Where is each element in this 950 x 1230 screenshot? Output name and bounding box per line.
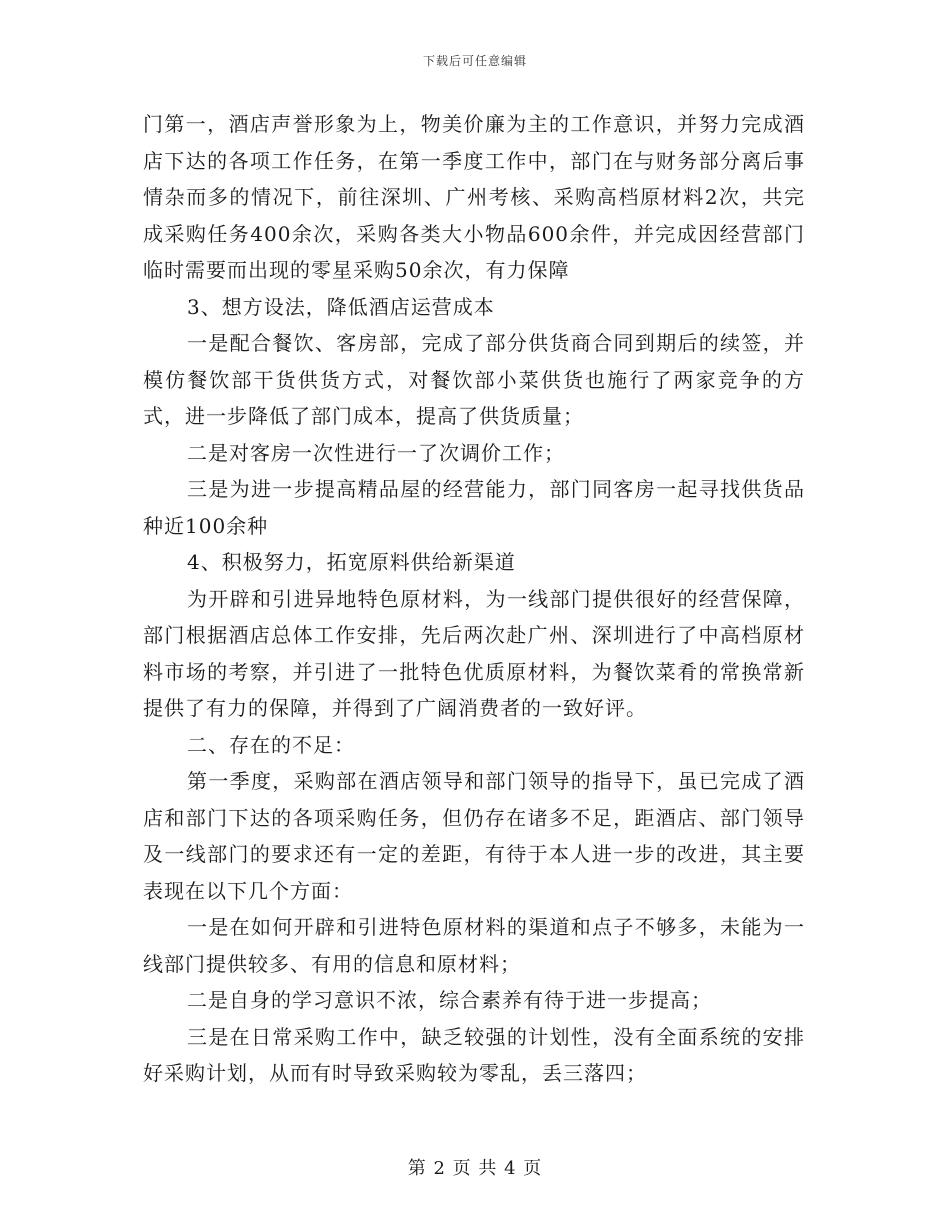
paragraph: 二是自身的学习意识不浓，综合素养有待于进一步提高； xyxy=(187,988,712,1012)
paragraph: 第一季度，采购部在酒店领导和部门领导的指导下，虽已完成了酒店和部门下达的各项采购任务，但仍存在诸多不足，距酒店、部门领导及一线部门的要求还有一定的差距，有待于本人进一步的改进，其主要表现在以下几个方面： xyxy=(143,769,805,903)
section-heading: 3、想方设法，降低酒店运营成本 xyxy=(187,294,495,319)
document-body xyxy=(143,106,805,1092)
paragraph: 二是对客房一次性进行一了次调价工作； xyxy=(187,440,565,465)
paragraph: 三是在日常采购工作中，缺乏较强的计划性，没有全面系统的安排好采购计划，从而有时导致采购较为零乱，丢三落四； xyxy=(143,1024,805,1085)
section-heading: 二、存在的不足： xyxy=(187,732,355,757)
section-heading: 4、积极努力，拓宽原料供给新渠道 xyxy=(187,550,516,574)
page-number-footer: 第 2 页 共 4 页 xyxy=(407,1158,543,1179)
paragraph: 为开辟和引进异地特色原材料，为一线部门提供很好的经营保障，部门根据酒店总体工作安排，先后两次赴广州、深圳进行了中高档原材料市场的考察，并引进了一批特色优质原材料，为餐饮菜肴的常换常新提供了有力的保障，并得到了广阔消费者的一致好评。 xyxy=(143,586,805,720)
page-header: 下载后可任意编辑 xyxy=(422,54,527,68)
paragraph: 一是在如何开辟和引进特色原材料的渠道和点子不够多，未能为一线部门提供较多、有用的信息和原材料； xyxy=(143,915,805,976)
paragraph: 一是配合餐饮、客房部，完成了部分供货商合同到期后的续签，并模仿餐饮部干货供货方式，对餐饮部小菜供货也施行了两家竞争的方式，进一步降低了部门成本，提高了供货质量； xyxy=(143,331,805,428)
paragraph: 门第一，酒店声誉形象为上，物美价廉为主的工作意识，并努力完成酒店下达的各项工作任务，在第一季度工作中，部门在与财务部分离后事情杂而多的情况下，前往深圳、广州考核、采购高档原材料2次，共完成采购任务400余次，采购各类大小物品600余件，并完成因经营部门临时需要而出现的零星采购50余次，有力保障 xyxy=(143,112,805,282)
paragraph: 三是为进一步提高精品屋的经营能力，部门同客房一起寻找供货品种近100余种 xyxy=(143,477,805,538)
